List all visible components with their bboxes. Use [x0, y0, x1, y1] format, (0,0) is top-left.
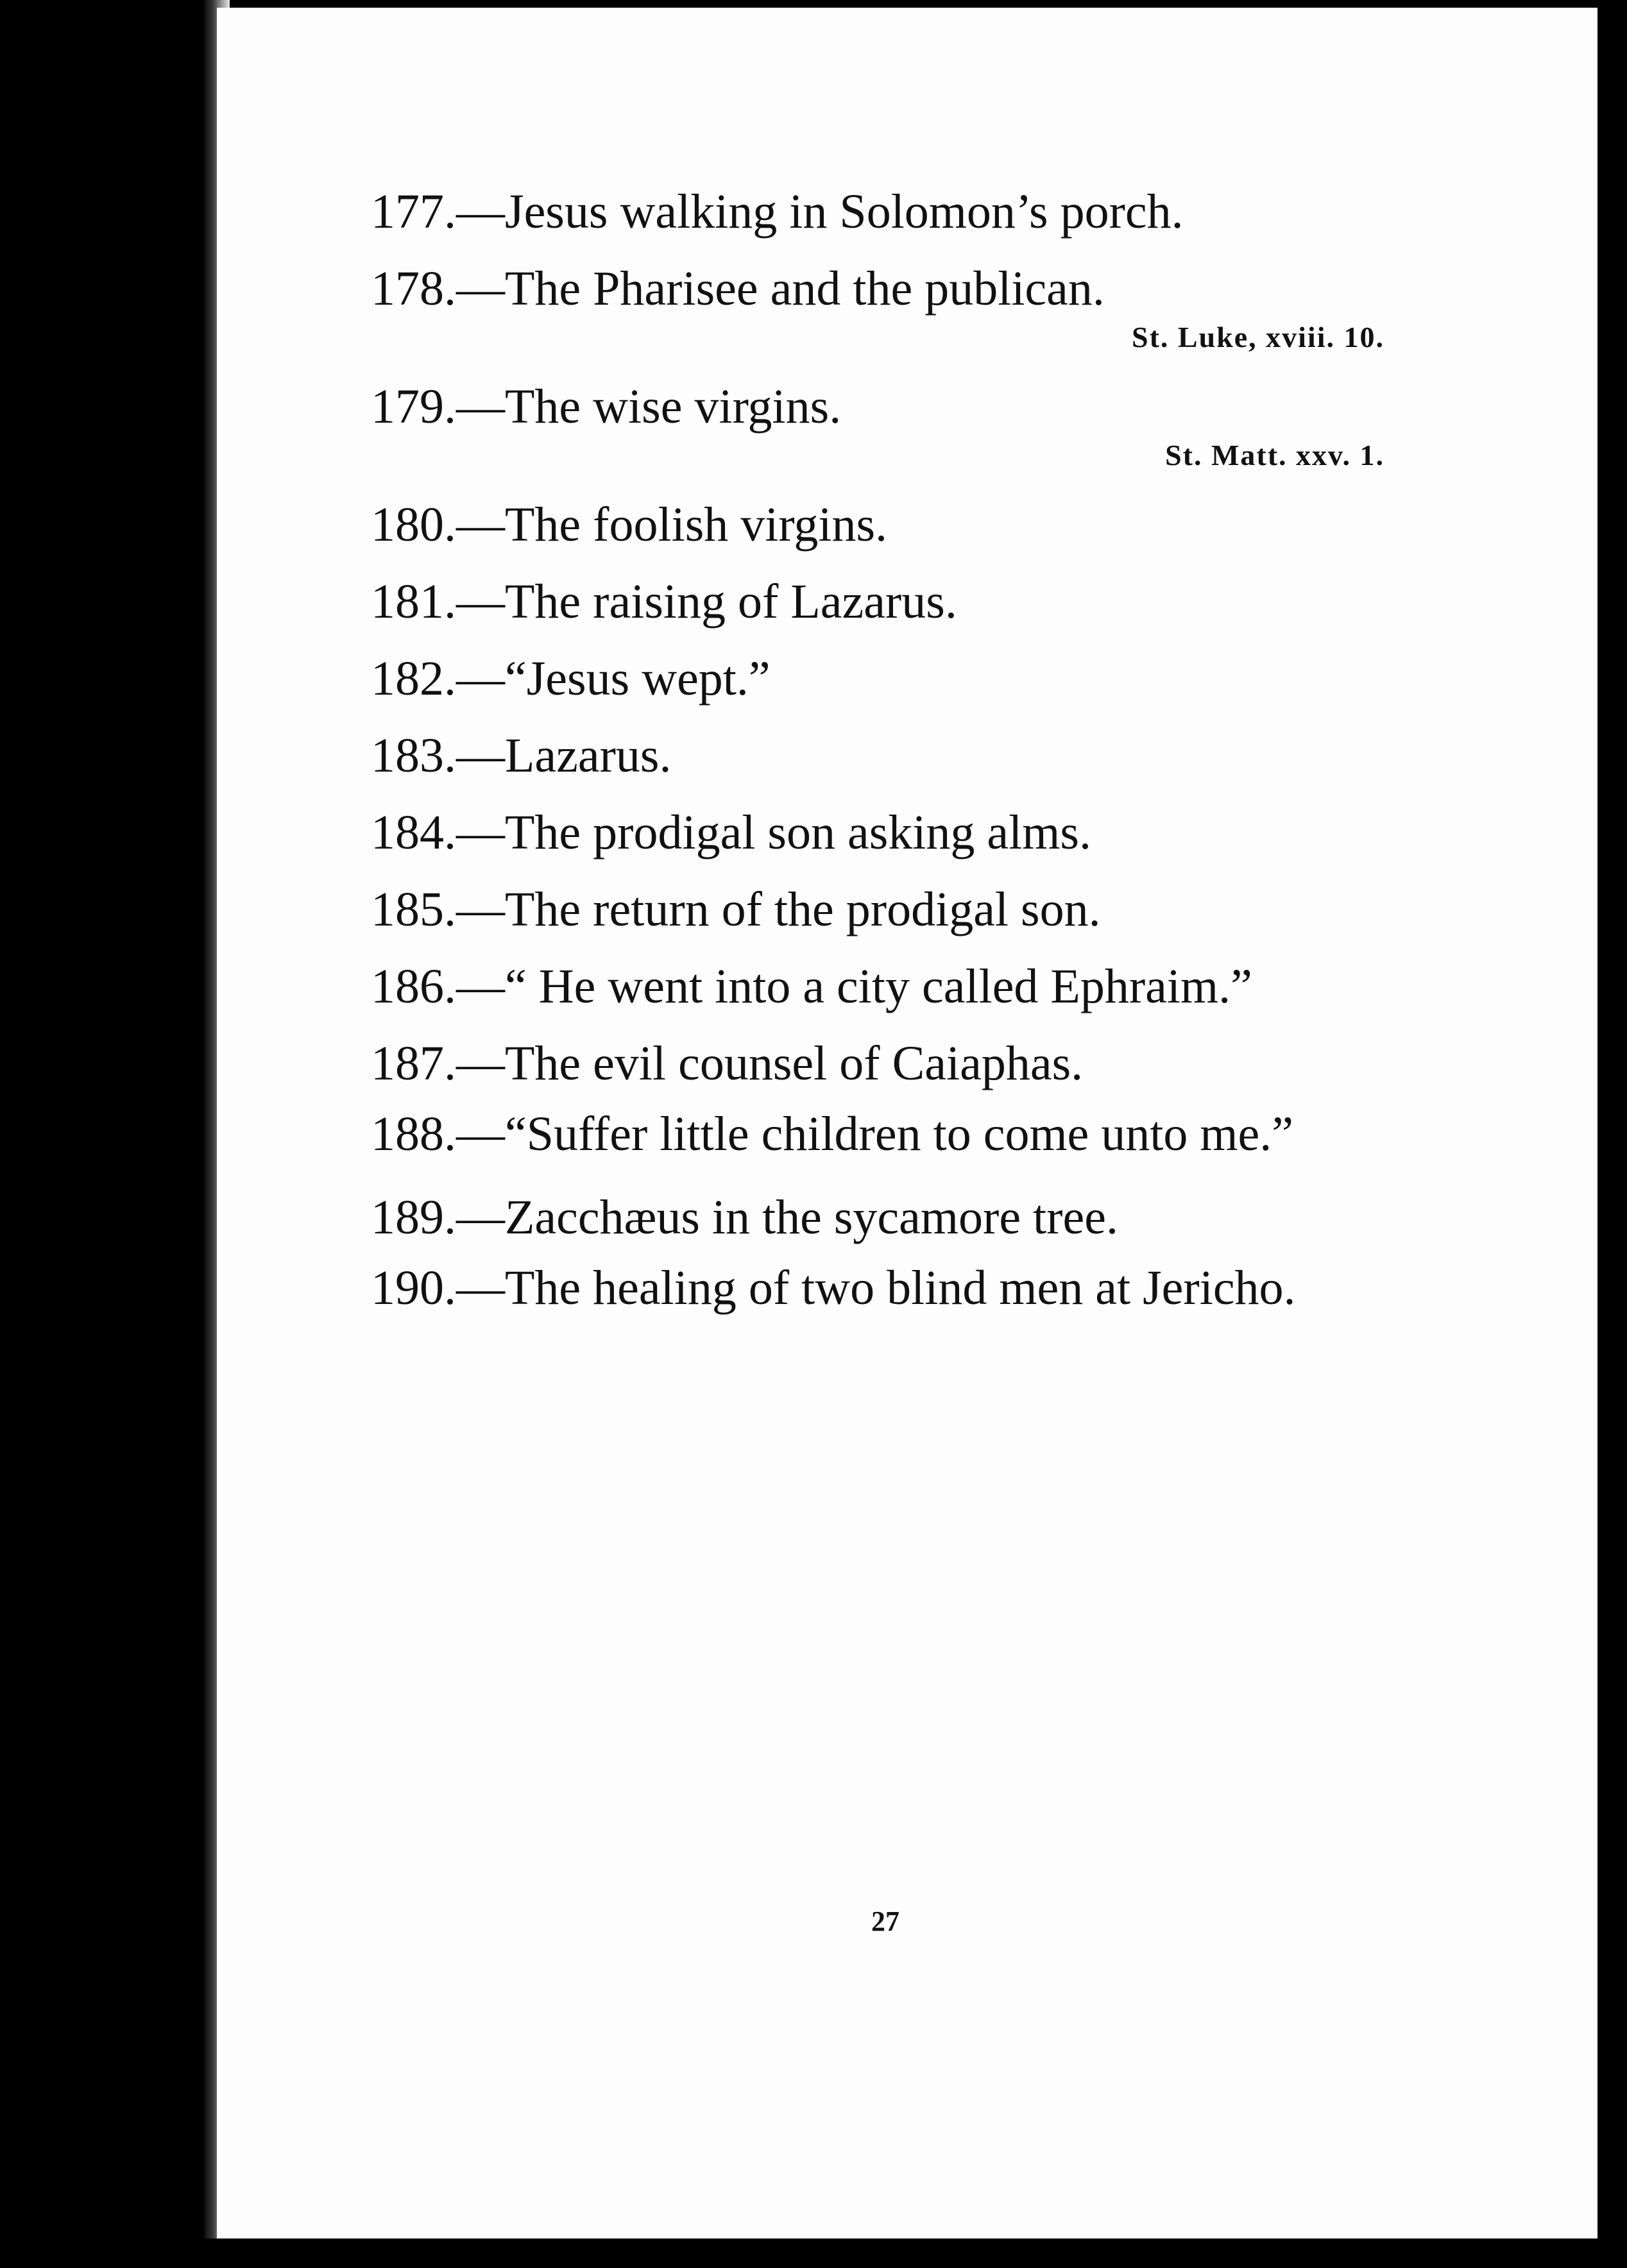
entry-178: 178.—The Pharisee and the publican. — [371, 262, 1105, 316]
entry-190: 190.—The healing of two blind men at Jericho. — [371, 1261, 1296, 1315]
entry-183: 183.—Lazarus. — [371, 729, 672, 783]
scripture-reference-179: St. Matt. xxv. 1. — [1165, 439, 1384, 471]
entry-187: 187.—The evil counsel of Caiaphas. — [371, 1037, 1084, 1090]
entry-182: 182.—“Jesus wept.” — [371, 652, 771, 706]
entry-180: 180.—The foolish virgins. — [371, 498, 888, 552]
scripture-reference-178: St. Luke, xviii. 10. — [1131, 321, 1384, 353]
entry-185: 185.—The return of the prodigal son. — [371, 883, 1101, 936]
entry-189: 189.—Zacchæus in the sycamore tree. — [371, 1190, 1118, 1244]
entry-181: 181.—The raising of Lazarus. — [371, 575, 957, 629]
bottom-page-edge — [0, 2238, 1627, 2268]
entry-179: 179.—The wise virgins. — [371, 380, 842, 434]
entry-186: 186.—“ He went into a city called Ephraim.” — [371, 960, 1252, 1013]
page-number: 27 — [871, 1906, 899, 1937]
entry-177: 177.—Jesus walking in Solomon’s porch. — [371, 185, 1184, 239]
entry-184: 184.—The prodigal son asking alms. — [371, 806, 1091, 859]
entry-list — [371, 173, 1384, 1333]
entry-188: 188.—“Suffer little children to come unto me.” — [371, 1107, 1293, 1161]
right-page-edge — [1597, 0, 1627, 2268]
